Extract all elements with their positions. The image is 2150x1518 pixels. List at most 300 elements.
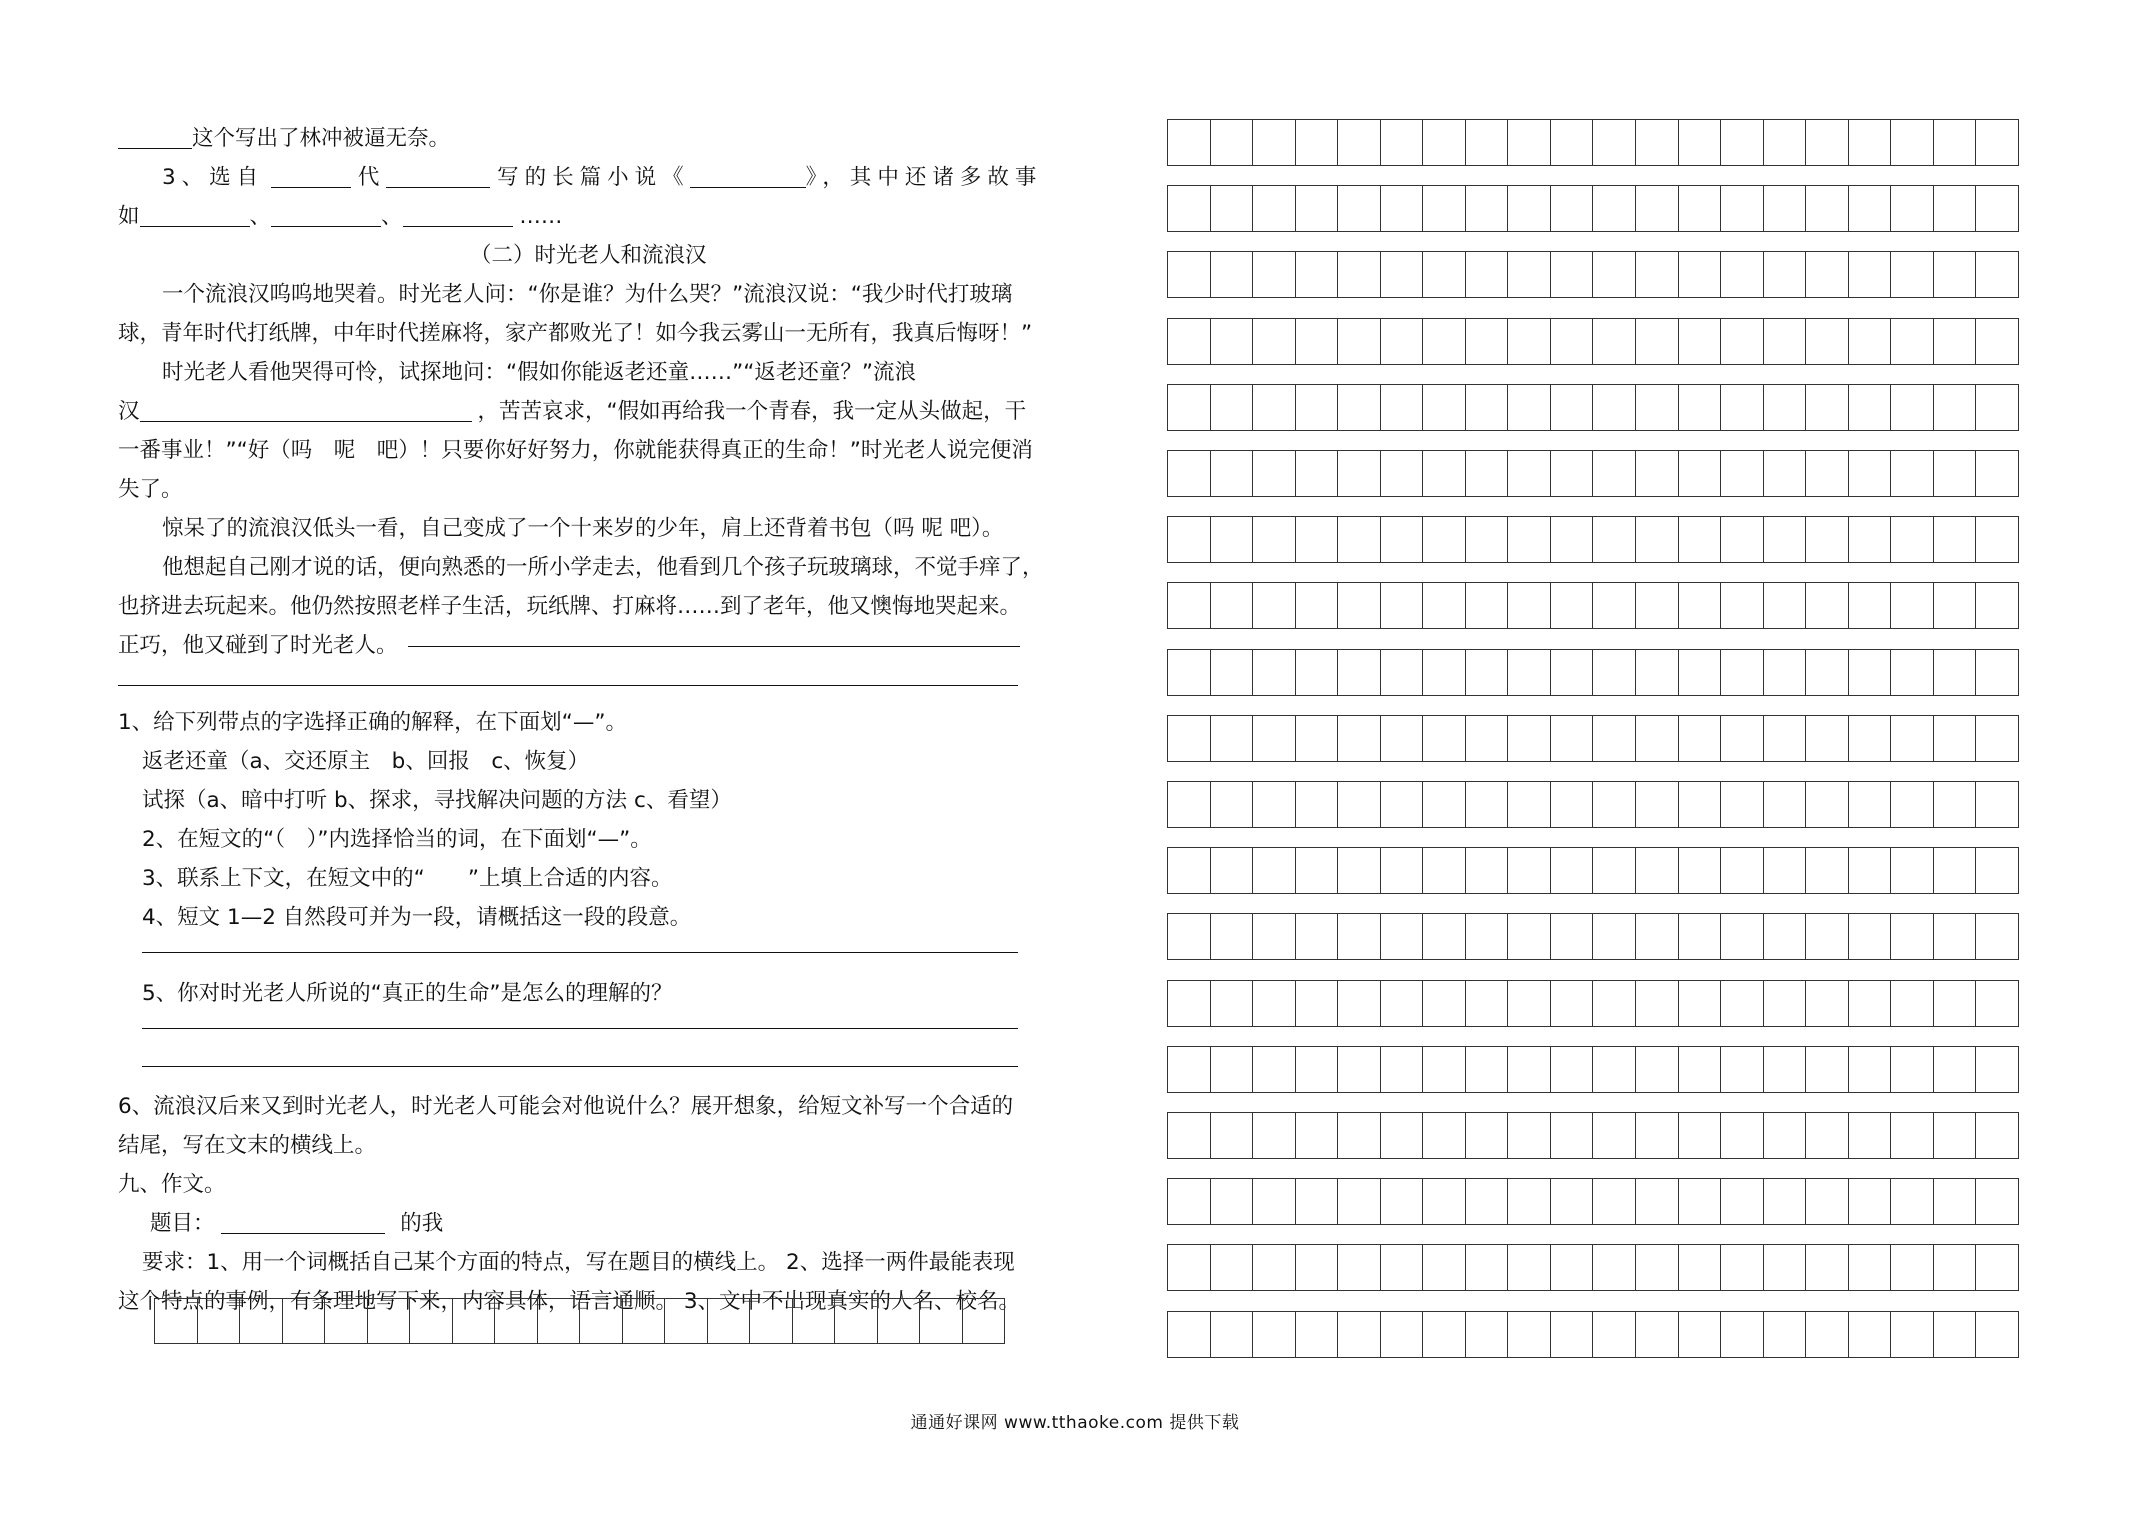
writing-square[interactable] [1805, 385, 1848, 430]
writing-square[interactable] [1975, 981, 2018, 1026]
writing-square[interactable] [1210, 782, 1253, 827]
writing-square[interactable] [1763, 1245, 1806, 1290]
writing-square[interactable] [1678, 1047, 1721, 1092]
writing-square[interactable] [1380, 186, 1423, 231]
writing-square[interactable] [1168, 1047, 1210, 1092]
writing-square[interactable] [1678, 848, 1721, 893]
writing-square[interactable] [1720, 517, 1763, 562]
writing-square[interactable] [1337, 1179, 1380, 1224]
writing-square[interactable] [1550, 517, 1593, 562]
writing-square[interactable] [1635, 1179, 1678, 1224]
writing-square[interactable] [1975, 517, 2018, 562]
writing-square[interactable] [1848, 1113, 1891, 1158]
writing-square[interactable] [1678, 981, 1721, 1026]
writing-square[interactable] [1422, 1245, 1465, 1290]
writing-square[interactable] [1380, 1047, 1423, 1092]
writing-square[interactable] [1848, 385, 1891, 430]
writing-square[interactable] [1975, 1245, 2018, 1290]
writing-square[interactable] [1550, 1245, 1593, 1290]
writing-square[interactable] [1592, 1047, 1635, 1092]
writing-square[interactable] [1168, 451, 1210, 496]
writing-square[interactable] [1252, 186, 1295, 231]
writing-square[interactable] [1295, 650, 1338, 695]
writing-grid-row[interactable] [1167, 251, 2019, 298]
writing-square[interactable] [1380, 319, 1423, 364]
writing-square[interactable] [1337, 385, 1380, 430]
writing-square[interactable] [1933, 517, 1976, 562]
writing-square[interactable] [1890, 1047, 1933, 1092]
writing-square[interactable] [1805, 252, 1848, 297]
writing-square[interactable] [1168, 1245, 1210, 1290]
writing-square[interactable] [1720, 981, 1763, 1026]
writing-square[interactable] [1252, 650, 1295, 695]
writing-square[interactable] [1720, 1179, 1763, 1224]
writing-square[interactable] [1890, 650, 1933, 695]
writing-square[interactable] [1678, 716, 1721, 761]
writing-square[interactable] [1380, 385, 1423, 430]
writing-square[interactable] [537, 1299, 580, 1343]
writing-square[interactable] [1635, 1047, 1678, 1092]
writing-square[interactable] [1507, 1245, 1550, 1290]
writing-square[interactable] [155, 1299, 197, 1343]
writing-square[interactable] [1380, 650, 1423, 695]
writing-square[interactable] [1848, 451, 1891, 496]
writing-square[interactable] [1422, 1312, 1465, 1357]
writing-square[interactable] [1805, 186, 1848, 231]
writing-square[interactable] [1678, 914, 1721, 959]
writing-square[interactable] [1975, 716, 2018, 761]
writing-square[interactable] [1380, 848, 1423, 893]
writing-square[interactable] [1592, 981, 1635, 1026]
writing-square[interactable] [1295, 848, 1338, 893]
writing-square[interactable] [1763, 981, 1806, 1026]
writing-square[interactable] [1805, 1312, 1848, 1357]
writing-square[interactable] [1507, 517, 1550, 562]
writing-square[interactable] [1252, 517, 1295, 562]
writing-square[interactable] [1848, 650, 1891, 695]
writing-square[interactable] [749, 1299, 792, 1343]
writing-square[interactable] [1763, 319, 1806, 364]
writing-square[interactable] [1210, 848, 1253, 893]
writing-square[interactable] [1422, 186, 1465, 231]
writing-square[interactable] [1763, 1047, 1806, 1092]
writing-square[interactable] [1720, 319, 1763, 364]
writing-square[interactable] [1550, 782, 1593, 827]
writing-square[interactable] [1933, 1047, 1976, 1092]
writing-square[interactable] [1805, 981, 1848, 1026]
writing-square[interactable] [1210, 120, 1253, 165]
writing-square[interactable] [1422, 120, 1465, 165]
writing-grid-row[interactable] [1167, 582, 2019, 629]
writing-square[interactable] [1465, 252, 1508, 297]
writing-square[interactable] [1848, 319, 1891, 364]
writing-square[interactable] [1592, 186, 1635, 231]
writing-square[interactable] [1635, 1245, 1678, 1290]
writing-square[interactable] [1975, 252, 2018, 297]
writing-square[interactable] [1848, 1312, 1891, 1357]
writing-square[interactable] [1295, 1179, 1338, 1224]
writing-square[interactable] [1975, 186, 2018, 231]
writing-square[interactable] [1592, 583, 1635, 628]
writing-square[interactable] [1168, 517, 1210, 562]
writing-grid-row[interactable] [1167, 649, 2019, 696]
writing-square[interactable] [1380, 252, 1423, 297]
writing-square[interactable] [1890, 120, 1933, 165]
writing-square[interactable] [1337, 186, 1380, 231]
writing-grid-row[interactable] [1167, 119, 2019, 166]
writing-grid-row[interactable] [1167, 1046, 2019, 1093]
writing-square[interactable] [1380, 583, 1423, 628]
writing-square[interactable] [1763, 252, 1806, 297]
writing-square[interactable] [1295, 319, 1338, 364]
writing-square[interactable] [1168, 385, 1210, 430]
writing-square[interactable] [1933, 252, 1976, 297]
writing-square[interactable] [1168, 186, 1210, 231]
writing-square[interactable] [707, 1299, 750, 1343]
writing-square[interactable] [1933, 716, 1976, 761]
writing-square[interactable] [1507, 716, 1550, 761]
writing-square[interactable] [1933, 319, 1976, 364]
writing-square[interactable] [1337, 583, 1380, 628]
writing-square[interactable] [1720, 716, 1763, 761]
writing-square[interactable] [1507, 451, 1550, 496]
writing-square[interactable] [1168, 914, 1210, 959]
writing-square[interactable] [1890, 782, 1933, 827]
writing-square[interactable] [1210, 319, 1253, 364]
writing-square[interactable] [1720, 252, 1763, 297]
writing-square[interactable] [1848, 1179, 1891, 1224]
writing-square[interactable] [1337, 451, 1380, 496]
writing-square[interactable] [1763, 716, 1806, 761]
writing-square[interactable] [1848, 517, 1891, 562]
writing-square[interactable] [877, 1299, 920, 1343]
writing-square[interactable] [1635, 120, 1678, 165]
writing-square[interactable] [1380, 1245, 1423, 1290]
writing-square[interactable] [452, 1299, 495, 1343]
writing-grid-row[interactable] [1167, 847, 2019, 894]
writing-square[interactable] [919, 1299, 962, 1343]
writing-square[interactable] [1678, 650, 1721, 695]
writing-square[interactable] [1720, 1312, 1763, 1357]
writing-square[interactable] [1380, 782, 1423, 827]
writing-square[interactable] [1720, 1245, 1763, 1290]
writing-square[interactable] [1848, 1245, 1891, 1290]
writing-square[interactable] [1550, 1179, 1593, 1224]
writing-square[interactable] [239, 1299, 282, 1343]
writing-grid-row[interactable] [1167, 913, 2019, 960]
writing-square[interactable] [1592, 517, 1635, 562]
writing-square[interactable] [1380, 1312, 1423, 1357]
writing-square[interactable] [1295, 583, 1338, 628]
writing-square[interactable] [1210, 517, 1253, 562]
writing-square[interactable] [1465, 1245, 1508, 1290]
writing-square[interactable] [1210, 650, 1253, 695]
writing-square[interactable] [1890, 583, 1933, 628]
writing-square[interactable] [834, 1299, 877, 1343]
writing-square[interactable] [1295, 914, 1338, 959]
writing-square[interactable] [1168, 252, 1210, 297]
writing-square[interactable] [1380, 1179, 1423, 1224]
writing-square[interactable] [1168, 981, 1210, 1026]
writing-grid-row[interactable] [1167, 384, 2019, 431]
writing-square[interactable] [1337, 848, 1380, 893]
writing-square[interactable] [1678, 319, 1721, 364]
writing-square[interactable] [197, 1299, 240, 1343]
writing-square[interactable] [1848, 583, 1891, 628]
writing-square[interactable] [1507, 914, 1550, 959]
writing-square[interactable] [1933, 782, 1976, 827]
writing-square[interactable] [1592, 914, 1635, 959]
writing-square[interactable] [1678, 186, 1721, 231]
writing-square[interactable] [1550, 186, 1593, 231]
writing-square[interactable] [1422, 385, 1465, 430]
writing-square[interactable] [1422, 1047, 1465, 1092]
writing-square[interactable] [1465, 120, 1508, 165]
writing-square[interactable] [1210, 914, 1253, 959]
writing-square[interactable] [1210, 1047, 1253, 1092]
writing-square[interactable] [1890, 319, 1933, 364]
writing-square[interactable] [1295, 1113, 1338, 1158]
writing-square[interactable] [1805, 1179, 1848, 1224]
writing-square[interactable] [1295, 385, 1338, 430]
writing-square[interactable] [1848, 848, 1891, 893]
writing-square[interactable] [1975, 848, 2018, 893]
writing-square[interactable] [1805, 1047, 1848, 1092]
writing-square[interactable] [1550, 1047, 1593, 1092]
writing-square[interactable] [1210, 583, 1253, 628]
writing-square[interactable] [1465, 451, 1508, 496]
writing-square[interactable] [1422, 981, 1465, 1026]
writing-square[interactable] [1848, 1047, 1891, 1092]
writing-square[interactable] [1763, 385, 1806, 430]
writing-square[interactable] [1720, 848, 1763, 893]
writing-square[interactable] [1465, 1179, 1508, 1224]
writing-square[interactable] [1422, 914, 1465, 959]
writing-square[interactable] [1720, 914, 1763, 959]
writing-square[interactable] [1635, 1113, 1678, 1158]
writing-square[interactable] [1763, 451, 1806, 496]
writing-square[interactable] [1635, 385, 1678, 430]
writing-square[interactable] [1507, 1312, 1550, 1357]
writing-square[interactable] [1210, 186, 1253, 231]
writing-square[interactable] [1678, 583, 1721, 628]
writing-square[interactable] [1507, 848, 1550, 893]
writing-square[interactable] [1252, 1179, 1295, 1224]
writing-square[interactable] [1635, 848, 1678, 893]
writing-square[interactable] [1933, 120, 1976, 165]
writing-square[interactable] [1975, 583, 2018, 628]
writing-square[interactable] [1507, 385, 1550, 430]
writing-square[interactable] [1848, 782, 1891, 827]
writing-square[interactable] [1507, 319, 1550, 364]
writing-square[interactable] [1550, 1113, 1593, 1158]
writing-square[interactable] [1763, 1113, 1806, 1158]
writing-square[interactable] [1337, 981, 1380, 1026]
writing-square[interactable] [1635, 517, 1678, 562]
writing-square[interactable] [1890, 451, 1933, 496]
writing-square[interactable] [1592, 782, 1635, 827]
writing-square[interactable] [1168, 120, 1210, 165]
writing-square[interactable] [1422, 451, 1465, 496]
writing-square[interactable] [1465, 517, 1508, 562]
writing-square[interactable] [1380, 120, 1423, 165]
writing-square[interactable] [1295, 120, 1338, 165]
writing-square[interactable] [1805, 517, 1848, 562]
writing-square[interactable] [1252, 848, 1295, 893]
writing-square[interactable] [1295, 186, 1338, 231]
writing-square[interactable] [1678, 252, 1721, 297]
writing-square[interactable] [1337, 1047, 1380, 1092]
writing-square[interactable] [579, 1299, 622, 1343]
writing-square[interactable] [1933, 981, 1976, 1026]
writing-square[interactable] [1380, 1113, 1423, 1158]
writing-square[interactable] [1720, 120, 1763, 165]
writing-square[interactable] [1635, 716, 1678, 761]
writing-square[interactable] [1422, 716, 1465, 761]
writing-square[interactable] [1890, 1179, 1933, 1224]
writing-square[interactable] [1337, 1113, 1380, 1158]
writing-square[interactable] [1805, 1113, 1848, 1158]
writing-square[interactable] [1763, 782, 1806, 827]
writing-square[interactable] [1592, 319, 1635, 364]
writing-square[interactable] [1252, 914, 1295, 959]
writing-square[interactable] [1465, 1312, 1508, 1357]
writing-square[interactable] [1337, 716, 1380, 761]
writing-square[interactable] [1975, 782, 2018, 827]
writing-square[interactable] [1592, 1179, 1635, 1224]
writing-square[interactable] [1252, 1113, 1295, 1158]
writing-square[interactable] [1252, 385, 1295, 430]
writing-square[interactable] [1890, 848, 1933, 893]
writing-square[interactable] [324, 1299, 367, 1343]
writing-grid-row[interactable] [1167, 516, 2019, 563]
writing-square[interactable] [1848, 186, 1891, 231]
writing-square[interactable] [1805, 1245, 1848, 1290]
writing-grid-row[interactable] [1167, 450, 2019, 497]
writing-square[interactable] [1805, 319, 1848, 364]
writing-square[interactable] [1720, 385, 1763, 430]
writing-square[interactable] [1975, 319, 2018, 364]
writing-square[interactable] [1550, 451, 1593, 496]
writing-square[interactable] [1507, 1179, 1550, 1224]
writing-square[interactable] [1380, 517, 1423, 562]
writing-square[interactable] [1933, 1245, 1976, 1290]
writing-grid-row[interactable] [1167, 1311, 2019, 1358]
writing-grid-row[interactable] [1167, 715, 2019, 762]
writing-square[interactable] [1678, 451, 1721, 496]
writing-square[interactable] [1337, 120, 1380, 165]
writing-square[interactable] [1975, 1312, 2018, 1357]
writing-square[interactable] [1678, 1245, 1721, 1290]
writing-square[interactable] [1550, 252, 1593, 297]
writing-square[interactable] [1635, 650, 1678, 695]
writing-square[interactable] [1975, 914, 2018, 959]
writing-square[interactable] [1465, 319, 1508, 364]
writing-square[interactable] [1465, 782, 1508, 827]
writing-square[interactable] [1210, 451, 1253, 496]
writing-square[interactable] [1550, 848, 1593, 893]
writing-square[interactable] [1252, 319, 1295, 364]
writing-square[interactable] [1805, 120, 1848, 165]
writing-square[interactable] [1295, 252, 1338, 297]
writing-square[interactable] [1380, 716, 1423, 761]
writing-square[interactable] [1295, 1245, 1338, 1290]
writing-square[interactable] [1252, 451, 1295, 496]
writing-square[interactable] [1295, 451, 1338, 496]
writing-square[interactable] [1635, 914, 1678, 959]
writing-square[interactable] [1805, 914, 1848, 959]
writing-square[interactable] [1295, 782, 1338, 827]
writing-square[interactable] [1975, 1179, 2018, 1224]
writing-square[interactable] [1805, 650, 1848, 695]
writing-square[interactable] [1933, 385, 1976, 430]
writing-square[interactable] [1210, 1245, 1253, 1290]
writing-square[interactable] [1465, 583, 1508, 628]
writing-square[interactable] [1592, 1312, 1635, 1357]
writing-square[interactable] [494, 1299, 537, 1343]
writing-square[interactable] [1720, 1113, 1763, 1158]
writing-square[interactable] [1168, 583, 1210, 628]
writing-square[interactable] [1763, 120, 1806, 165]
writing-square[interactable] [1890, 1312, 1933, 1357]
writing-square[interactable] [1890, 385, 1933, 430]
writing-square[interactable] [1465, 650, 1508, 695]
writing-square[interactable] [1635, 319, 1678, 364]
writing-square[interactable] [1337, 517, 1380, 562]
writing-square[interactable] [1252, 716, 1295, 761]
writing-square[interactable] [1678, 782, 1721, 827]
writing-square[interactable] [1848, 914, 1891, 959]
writing-square[interactable] [1592, 1113, 1635, 1158]
writing-square[interactable] [1890, 981, 1933, 1026]
writing-square[interactable] [1252, 1245, 1295, 1290]
writing-square[interactable] [1168, 848, 1210, 893]
writing-square[interactable] [1890, 517, 1933, 562]
writing-square[interactable] [1252, 583, 1295, 628]
writing-square[interactable] [1337, 1312, 1380, 1357]
writing-square[interactable] [1848, 252, 1891, 297]
writing-square[interactable] [1805, 848, 1848, 893]
writing-square[interactable] [1550, 914, 1593, 959]
writing-square[interactable] [1805, 451, 1848, 496]
writing-square[interactable] [1933, 848, 1976, 893]
writing-square[interactable] [1975, 1047, 2018, 1092]
writing-square[interactable] [622, 1299, 665, 1343]
writing-square[interactable] [1763, 848, 1806, 893]
writing-square[interactable] [1465, 1047, 1508, 1092]
writing-square[interactable] [1210, 252, 1253, 297]
writing-square[interactable] [1337, 252, 1380, 297]
writing-square[interactable] [1337, 914, 1380, 959]
writing-square[interactable] [1592, 120, 1635, 165]
writing-square[interactable] [1975, 1113, 2018, 1158]
writing-square[interactable] [1465, 385, 1508, 430]
writing-square[interactable] [1933, 1179, 1976, 1224]
writing-square[interactable] [664, 1299, 707, 1343]
writing-square[interactable] [1337, 650, 1380, 695]
writing-square[interactable] [1635, 1312, 1678, 1357]
writing-square[interactable] [1550, 319, 1593, 364]
writing-square[interactable] [1168, 782, 1210, 827]
writing-square[interactable] [1168, 716, 1210, 761]
writing-square[interactable] [1678, 517, 1721, 562]
writing-square[interactable] [1592, 1245, 1635, 1290]
writing-square[interactable] [1507, 650, 1550, 695]
writing-square[interactable] [1337, 319, 1380, 364]
writing-square[interactable] [1635, 451, 1678, 496]
writing-square[interactable] [1210, 385, 1253, 430]
writing-square[interactable] [1975, 451, 2018, 496]
